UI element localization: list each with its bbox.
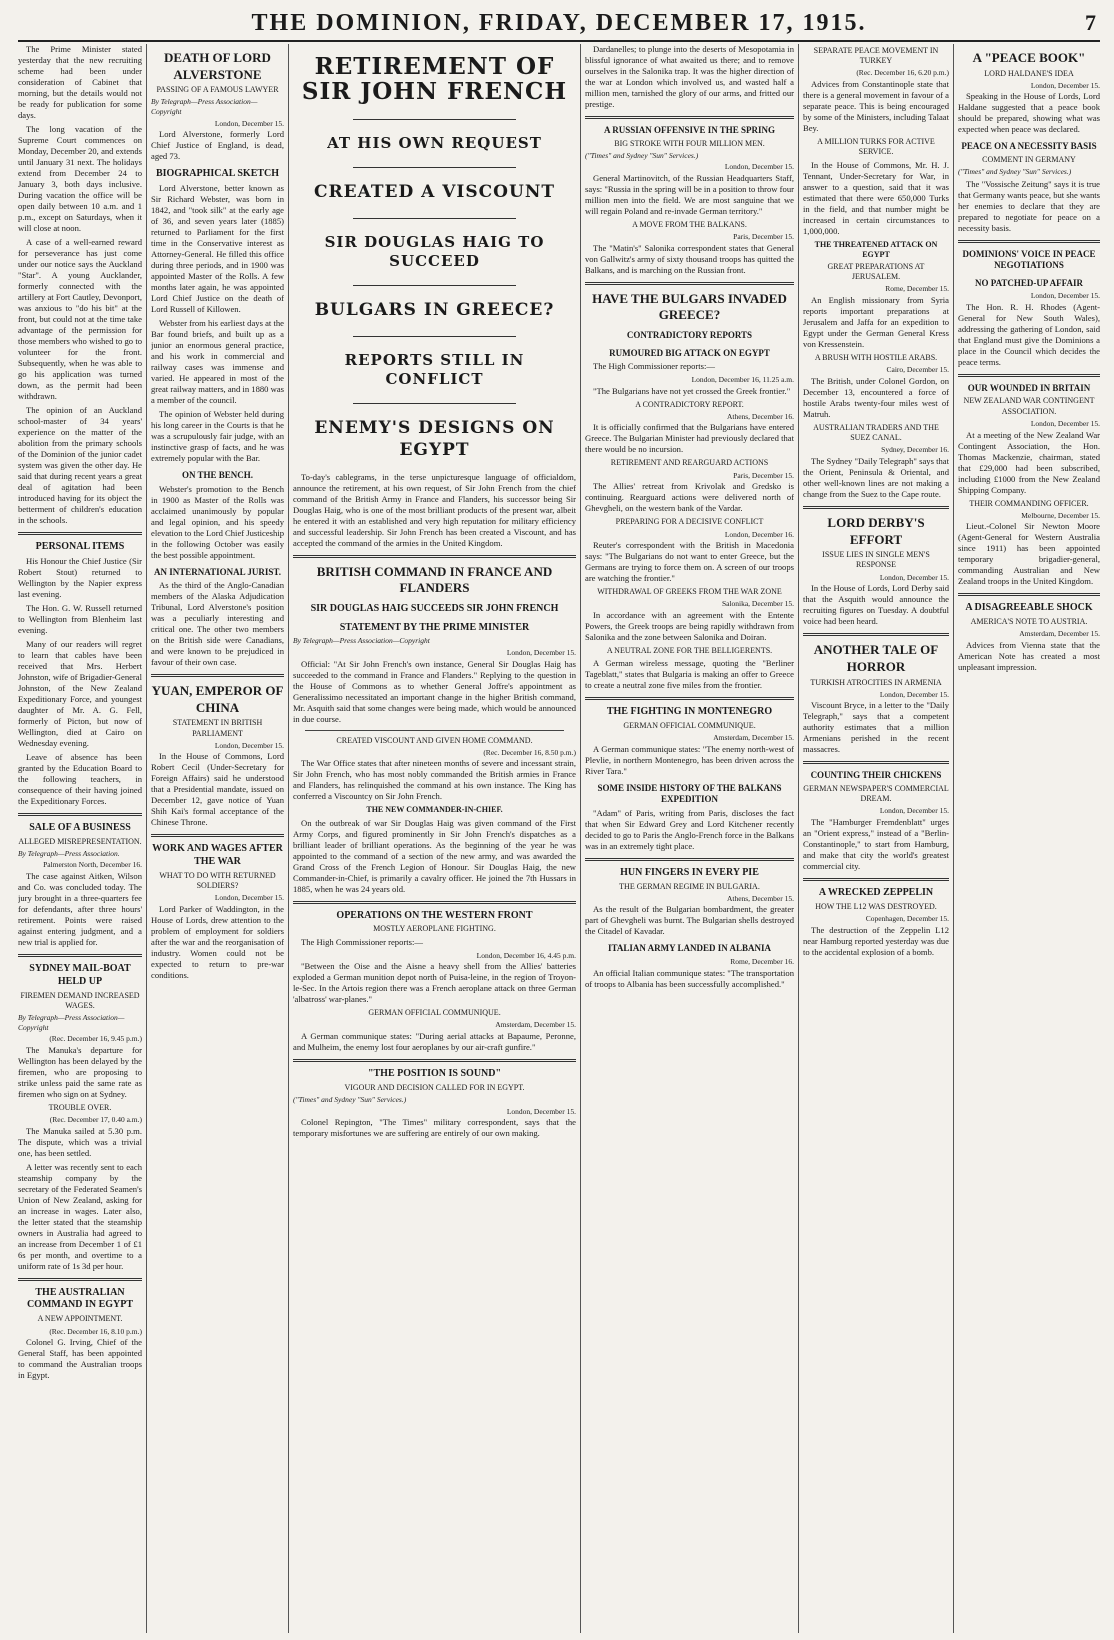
article-paragraph: Leave of absence has been granted by the Education Board to the following teachers, in consequence of their having joined the Expeditionary Forces.: [18, 751, 142, 806]
banner-deck: ENEMY'S DESIGNS ON EGYPT: [314, 418, 555, 460]
article-paragraph: The War Office states that after nineteen months of severe and incessant strain, Sir John French, who has most nobly commanded the British armies in France and Flanders, has relinquished the command at his own instance. The King has conferred a Viscountcy on Sir John French.: [293, 758, 576, 802]
dateline: Athens, December 16.: [726, 411, 794, 421]
subheadline: GERMAN OFFICIAL COMMUNIQUE.: [623, 720, 756, 730]
source-line: ("Times" and Sydney "Sun" Services.): [293, 1095, 407, 1105]
page-number: 7: [1085, 10, 1096, 35]
headline-death-of-lord-alverstone: DEATH OF LORD ALVERSTONE: [164, 50, 271, 82]
dateline: Rome, December 15.: [885, 284, 949, 294]
article-paragraph: In the House of Lords, Lord Derby said that the Asquith would announce the recruiting figures on Tuesday. A doubtful voice had been heard.: [803, 583, 949, 627]
dateline: Amsterdam, December 15.: [495, 1020, 576, 1030]
subheadline: MOSTLY AEROPLANE FIGHTING.: [373, 924, 496, 934]
divider: [293, 1059, 576, 1062]
divider: [293, 901, 576, 904]
dateline: London, December 15.: [1030, 80, 1100, 90]
dateline: (Rec. December 16, 8.50 p.m.): [483, 747, 576, 757]
headline-biographical-sketch: BIOGRAPHICAL SKETCH: [155, 168, 280, 180]
dateline: London, December 15.: [214, 740, 284, 750]
headline-western-front: OPERATIONS ON THE WESTERN FRONT: [336, 909, 533, 921]
headline-inside-history: SOME INSIDE HISTORY OF THE BALKANS EXPEDITION: [597, 782, 782, 805]
column-4: [585, 44, 794, 1633]
article-paragraph: The Allies' retreat from Krivolak and Gredsko is continuing. Rearguard actions were delivered north of Ghevgheli, on the western bank of the Vardar.: [585, 481, 794, 514]
divider: [585, 282, 794, 285]
dateline: London, December 15.: [506, 1106, 576, 1116]
article-paragraph: Advices from Constantinople state that there is a general movement in favour of a separate peace. This is being encouraged by some of the Ministers, including Talaat Bey.: [803, 79, 949, 134]
article-paragraph: Colonel Repington, "The Times" military correspondent, says that the temporary misfortunes we are suffering are entirely of our own making.: [293, 1117, 576, 1139]
subheadline: ALLEGED MISREPRESENTATION.: [18, 836, 142, 846]
headline-separate-peace: SEPARATE PEACE MOVEMENT IN TURKEY: [813, 46, 939, 66]
dateline: London, December 15.: [1030, 291, 1100, 301]
article-paragraph: The High Commissioner reports:—: [301, 936, 423, 947]
divider: [305, 730, 564, 731]
headline-lord-derby: LORD DERBY'S EFFORT: [827, 514, 925, 547]
dateline: London, December 15.: [214, 118, 284, 128]
dateline: Cairo, December 15.: [886, 365, 949, 375]
subheadline: NO PATCHED-UP AFFAIR: [975, 277, 1083, 288]
divider: [803, 878, 949, 881]
headline-sale-of-business: SALE OF A BUSINESS: [29, 821, 131, 833]
divider: [18, 1278, 142, 1281]
subheadline: NEW ZEALAND WAR CONTINGENT ASSOCIATION.: [963, 396, 1095, 416]
dateline: London, December 16, 11.25 a.m.: [691, 375, 794, 385]
banner-deck: AT HIS OWN REQUEST: [327, 133, 542, 152]
article-paragraph: The opinion of Webster held during his long career in the Courts is that he was a scrupulously fair judge, with an instinctive grasp of facts, and he was extremely popular with the Bar.: [151, 409, 284, 464]
headline-personal-items: PERSONAL ITEMS: [35, 541, 125, 552]
divider: [803, 506, 949, 509]
divider: [585, 858, 794, 861]
article-paragraph: Lord Alverstone, better known as Sir Richard Webster, was born in 1842, and "took silk" at the early age of 36, and seven years later (1885) returned to Parliament for the first time in the Conservative interest as Attorney-General. He filled this office during three periods, and in 1900 was appointed Master of the Rolls. A few months later again, he was appointed Lord Chief Justice on the death of Lord Russell of Killowen.: [151, 183, 284, 315]
dateline: London, December 15.: [879, 689, 949, 699]
headline-italian-army: ITALIAN ARMY LANDED IN ALBANIA: [607, 943, 772, 954]
divider: [353, 403, 516, 404]
article-paragraph: The Sydney "Daily Telegraph" says that the Orient, Peninsula & Oriental, and other well-known lines are not making a change from the Suez to the Cape route.: [803, 455, 949, 499]
dateline: Melbourne, December 15.: [1021, 510, 1100, 520]
dateline: Rome, December 16.: [730, 956, 794, 966]
source-line: By Telegraph—Press Association—Copyright: [151, 97, 258, 117]
article-paragraph: The Hon. R. H. Rhodes (Agent-General for New South Wales), addressing the gathering of London, said that England must give the Dominions a place in the Council which decides the peace terms.: [958, 301, 1100, 367]
article-paragraph: The "Vossische Zeitung" says it is true that Germany wants peace, but she wants her enemies to declare that they are prepared to negotiate for peace on a necessity basis.: [958, 178, 1100, 233]
article-paragraph: A case of a well-earned reward for perseverance has just come under our notice says the Auckland "Star". A young Aucklander, formerly connected with the artillery at Fort Cautley, Devonport, was anxious to "do his bit" at the front, but could not at the time take advantage of the permission for those members who wished to go to volunteer for the front. Subsequently, when he was able to go his application was turned down, as the permit had been withdrawn.: [18, 237, 142, 401]
headline-tale-of-horror: ANOTHER TALE OF HORROR: [813, 642, 939, 674]
article-paragraph: Dardanelles; to plunge into the deserts of Mesopotamia in blissful ignorance of what awaited us there; and to remove ourselves in the Salonika trap. It was the higher direction of the war at London which involved us, and wasted half a million men, tarnished the glory of our arms, and fritted our prestige.: [585, 44, 794, 109]
article-paragraph: The case against Aitken, Wilson and Co. was concluded today. The jury brought in a three-quarters fee for defendants, after three hours' retirement. Points were raised against entering judgment, and a new trial is applied for.: [18, 871, 142, 948]
subheadline: A NEUTRAL ZONE FOR THE BELLIGERENTS.: [606, 645, 773, 655]
dateline: Amsterdam, December 15.: [713, 733, 794, 743]
subheadline: A MOVE FROM THE BALKANS.: [632, 219, 747, 229]
article-paragraph: Colonel G. Irving, Chief of the General Staff, has been appointed to command the Australian troops in Egypt.: [18, 1337, 142, 1381]
subheadline: CREATED VISCOUNT AND GIVEN HOME COMMAND.: [336, 735, 533, 745]
article-paragraph: On the outbreak of war Sir Douglas Haig was given command of the First Army Corps, and figured prominently in Sir John French's dispatches as a brilliant leader of brilliant operations. As the beginning of the year he was appointed to the command of a section of the new army, and was awarded the Grand Cross of the French Legion of Honour. Sir Douglas Haig, the new Commander-in-Chief, is primarily a cavalry officer. He joined the 7th Hussars in 1885, when he was 24 years old.: [293, 817, 576, 894]
section-heading: ON THE BENCH.: [181, 470, 254, 481]
dateline: Sydney, December 16.: [881, 445, 949, 455]
subheadline: THEIR COMMANDING OFFICER.: [969, 498, 1089, 508]
headline-counting-chickens: COUNTING THEIR CHICKENS: [810, 770, 942, 781]
article-paragraph: "Adam" of Paris, writing from Paris, discloses the fact that when Sir Edward Grey and Lord Kitchener recently decided to go to Paris the Anglo-French force in the Balkans was in an extremely tight place.: [585, 807, 794, 851]
column-rule: [580, 44, 581, 1633]
article-paragraph: Lord Alverstone, formerly Lord Chief Justice of England, is dead, aged 73.: [151, 129, 284, 162]
dateline: Amsterdam, December 15.: [1019, 629, 1100, 639]
article-paragraph: The Prime Minister stated yesterday that the new recruiting scheme had been under consideration of Cabinet that morning, but the details would not be ready for publication for some days.: [18, 44, 142, 120]
subheadline: PREPARING FOR A DECISIVE CONFLICT: [615, 517, 764, 527]
column-1: [18, 44, 142, 1633]
headline-disagreeable-shock: A DISAGREEABLE SHOCK: [965, 602, 1093, 614]
subheadline: STATEMENT IN BRITISH PARLIAMENT: [172, 718, 263, 738]
article-paragraph: Many of our readers will regret to learn that cables have been received that Mrs. Herbert Johnston, wife of Brigadier-General Johnston, of the New Zealand Expeditionary Force, and youngest daughter of Mr. A. G. Fell, formerly of Picton, but now of Wellington, died at Cairo on Wednesday evening.: [18, 638, 142, 748]
headline-hun-fingers: HUN FINGERS IN EVERY PIE: [620, 866, 759, 878]
divider: [585, 116, 794, 119]
column-2: [151, 44, 284, 1633]
subheadline: CONTRADICTORY REPORTS: [626, 330, 753, 341]
divider: [18, 813, 142, 816]
divider: [353, 167, 516, 168]
subheadline: LORD HALDANE'S IDEA: [984, 68, 1074, 78]
headline-position-is-sound: "THE POSITION IS SOUND": [367, 1068, 502, 1080]
banner-deck: CREATED A VISCOUNT: [313, 181, 556, 202]
headline-wrecked-zeppelin: A WRECKED ZEPPELIN: [818, 886, 934, 898]
dateline: (Rec. December 16, 6.20 p.m.): [856, 68, 949, 78]
article-paragraph: The British, under Colonel Gordon, on December 13, encountered a force of hostile Arabs twenty-four miles west of Matruh.: [803, 375, 949, 419]
article-paragraph: Webster from his earliest days at the Bar found briefs, and built up as a junior an enormous general practice, and his work in commercial and railway cases was immense and varied. He appeared in most of the great railway matters, and in 1880 was a member of the council.: [151, 318, 284, 406]
subheadline: WHAT TO DO WITH RETURNED SOLDIERS?: [159, 871, 276, 891]
dateline: Palmerston North, December 16.: [43, 860, 142, 870]
banner-deck: REPORTS STILL IN CONFLICT: [344, 350, 525, 388]
article-paragraph: The long vacation of the Supreme Court commences on Monday, December 20, and extends until January 31 next. The holidays extend from December 24 to January 3, both days inclusive. During vacation the office will be open daily between 10 a.m. and 1 p.m., except on Saturdays, when it will close at noon.: [18, 124, 142, 233]
subheadline: RUMOURED BIG ATTACK ON EGYPT: [609, 347, 770, 358]
subheadline: COMMENT IN GERMANY: [982, 154, 1076, 164]
article-paragraph: The opinion of an Auckland school-master of 34 years' experience on the matter of the abolition from the primary schools of the Dominion of the junior cadet system was given the other day. He said that during recent years a great deal of agitation had been introduced having for its object the betterment of children's education in the schools.: [18, 405, 142, 525]
article-paragraph: Viscount Bryce, in a letter to the "Daily Telegraph," says that a competent authority estimates that a million Armenians perished in the recent massacres.: [803, 700, 949, 755]
headline-british-command: BRITISH COMMAND IN FRANCE AND FLANDERS: [316, 563, 553, 596]
article-paragraph: To-day's cablegrams, in the terse unpicturesque language of officialdom, announce the retirement, at his own request, of Sir John French from the chief command of the British Army in France and Flanders, his successor being Sir Douglas Haig, who is one of the most brilliant products of the present war, albeit he entered it with an established and very high reputation for military efficiency and successful leadership. Sir John French has been created a Viscount, and has accepted the command of the armies in the United Kingdom.: [293, 471, 576, 548]
article-paragraph: The destruction of the Zeppelin L12 near Hamburg reported yesterday was due to the accidental explosion of a bomb.: [803, 924, 949, 957]
headline-montenegro: THE FIGHTING IN MONTENEGRO: [606, 706, 773, 718]
divider: [958, 593, 1100, 596]
subheadline: VIGOUR AND DECISION CALLED FOR IN EGYPT.: [344, 1082, 525, 1092]
dateline: London, December 15.: [879, 572, 949, 582]
divider: [585, 697, 794, 700]
subheadline: PASSING OF A FAMOUS LAWYER: [156, 85, 279, 95]
divider: [958, 374, 1100, 377]
subheadline: A NEW APPOINTMENT.: [37, 1314, 123, 1324]
divider: [353, 119, 516, 120]
article-paragraph: Webster's promotion to the Bench in 1900 as Master of the Rolls was acclaimed unanimously by popular and legal opinion, and his speedy elevation to the Lord Chief Justiceship in the following October was easily the best possible appointment.: [151, 483, 284, 560]
headline-bulgars-invaded: HAVE THE BULGARS INVADED GREECE?: [592, 290, 787, 323]
source-line: By Telegraph—Press Association.: [18, 848, 120, 858]
dateline: Paris, December 15.: [733, 470, 794, 480]
subheadline: RETIREMENT AND REARGUARD ACTIONS: [610, 458, 769, 468]
subheadline: A MILLION TURKS FOR ACTIVE SERVICE.: [817, 137, 935, 157]
article-paragraph: As the result of the Bulgarian bombardment, the greater part of Ghevgheli was burnt. The Bulgarian shells destroyed the Citadel of Kavadar.: [585, 904, 794, 937]
column-6: [958, 44, 1100, 1633]
headline-dominions-voice: DOMINIONS' VOICE IN PEACE NEGOTIATIONS: [962, 248, 1096, 271]
column-5: [803, 44, 949, 1633]
divider: [353, 218, 516, 219]
dateline: (Rec. December 16, 8.10 p.m.): [49, 1326, 142, 1336]
article-paragraph: An English missionary from Syria reports important preparations at Jerusalem and Jaffa for an expedition to Egypt under the German General Kress von Kressenstein.: [803, 295, 949, 350]
article-paragraph: The Manuka sailed at 5.30 p.m. The dispute, which was a trivial one, has been settled.: [18, 1125, 142, 1158]
dateline: (Rec. December 16, 9.45 p.m.): [49, 1034, 142, 1044]
columns: [18, 44, 1100, 1633]
subheadline: WITHDRAWAL OF GREEKS FROM THE WAR ZONE: [597, 587, 782, 597]
article-paragraph: His Honour the Chief Justice (Sir Robert Stout) returned to Wellington by the Napier express last evening.: [18, 555, 142, 599]
article-paragraph: Speaking in the House of Lords, Lord Haldane suggested that a peace book should be prepared, showing what was expected when peace was declared.: [958, 91, 1100, 135]
dateline: Salonika, December 15.: [721, 599, 794, 609]
column-rule: [798, 44, 799, 1633]
headline-australian-command: THE AUSTRALIAN COMMAND IN EGYPT: [26, 1286, 134, 1311]
masthead-title: THE DOMINION, FRIDAY, DECEMBER 17, 1915.: [251, 10, 867, 36]
divider: [803, 633, 949, 636]
article-paragraph: The Hon. G. W. Russell returned to Wellington from Blenheim last evening.: [18, 602, 142, 635]
subheadline: SIR DOUGLAS HAIG SUCCEEDS SIR JOHN FRENCH: [310, 602, 559, 614]
article-paragraph: A German wireless message, quoting the "Berliner Tageblatt," states that Bulgaria is making an offer to Greece to create a neutral zone five miles from the frontier.: [585, 658, 794, 691]
dateline: Copenhagen, December 15.: [865, 913, 949, 923]
dateline: London, December 16, 4.45 p.m.: [476, 950, 576, 960]
subheadline: TROUBLE OVER.: [48, 1102, 112, 1112]
column-3: [293, 44, 576, 1633]
subheadline: THE NEW COMMANDER-IN-CHIEF.: [366, 805, 503, 815]
article-paragraph: General Martinovitch, of the Russian Headquarters Staff, says: "Russia in the spring will be in a position to throw four million men into the field. We are most sanguine that we will regain Poland and re-invade German territory.": [585, 172, 794, 216]
source-line: ("Times" and Sydney "Sun" Services.): [585, 150, 699, 160]
subheadline: THE GERMAN REGIME IN BULGARIA.: [619, 881, 760, 891]
article-paragraph: In accordance with an agreement with the Entente Powers, the Greek troops are being rapidly withdrawn from Salonika and the zone between Salonika and Doiran.: [585, 609, 794, 642]
article-paragraph: "Between the Oise and the Aisne a heavy shell from the Allies' batteries exploded a German munition depot north of Puisa-leine, in the region of Troyon-le-Sec. In the Artois region there was a French aeroplane attack on three German 'albatross' war-planes.": [293, 961, 576, 1005]
article-paragraph: Lord Parker of Waddington, in the House of Lords, drew attention to the problem of employment for soldiers after the war and the reorganisation of industry. Women could not be expected to return to pre-war conditions.: [151, 904, 284, 981]
subheadline: FIREMEN DEMAND INCREASED WAGES.: [20, 990, 140, 1010]
headline-yuan-emperor: YUAN, EMPEROR OF CHINA: [151, 683, 284, 715]
divider: [18, 532, 142, 535]
headline-work-and-wages: WORK AND WAGES AFTER THE WAR: [152, 843, 283, 868]
dateline: London, December 15.: [214, 893, 284, 903]
subheadline: A CONTRADICTORY REPORT.: [635, 399, 744, 409]
article-paragraph: A letter was recently sent to each steamship company by the secretary of the Federated Seamen's Union of New Zealand, asking for an increase in wages. Later also, the letter stated that the steamship owners in Australia had agreed to an increase from December 1 of £1 6s per month, and overtime to a uniform rate of 1s 3d per hour.: [18, 1161, 142, 1271]
column-rule: [288, 44, 289, 1633]
article-paragraph: At a meeting of the New Zealand War Contingent Association, the Hon. Thomas Mackenzie, chairman, stated that £29,000 had been subscribed, including £1000 from the New Zealand Shipping Company.: [958, 429, 1100, 495]
subheadline: GREAT PREPARATIONS AT JERUSALEM.: [827, 262, 925, 282]
dateline: Athens, December 15.: [726, 893, 794, 903]
divider: [958, 240, 1100, 243]
source-line: By Telegraph—Press Association—Copyright: [18, 1013, 125, 1032]
article-paragraph: The High Commissioner reports:—: [593, 361, 715, 372]
article-paragraph: A German communique states: "During aerial attacks at Bapaume, Peronne, and Mulheim, the enemy lost four aeroplanes by our air-craft gunfire.": [293, 1031, 576, 1053]
divider: [803, 761, 949, 764]
divider: [151, 834, 284, 837]
subheadline: GERMAN NEWSPAPER'S COMMERCIAL DREAM.: [803, 783, 949, 804]
article-paragraph: A German communique states: "The enemy north-west of Plevlie, in northern Montenegro, has been driven across the River Tara.": [585, 743, 794, 776]
subheadline: ISSUE LIES IN SINGLE MEN'S RESPONSE: [822, 550, 930, 570]
article-paragraph: The "Hamburger Fremdenblatt" urges an "Orient express," instead of a "Berlin-Constantinople," to start from Hamburg, and make that city the world's greatest commercial city.: [803, 816, 949, 871]
headline-necessity-basis: PEACE ON A NECESSITY BASIS: [961, 141, 1097, 152]
divider: [151, 674, 284, 677]
dateline: London, December 15.: [724, 162, 794, 172]
headline-sydney-mail-boat: SYDNEY MAIL-BOAT HELD UP: [29, 963, 131, 987]
headline-threatened-attack: THE THREATENED ATTACK ON EGYPT: [814, 239, 938, 259]
subheadline: AMERICA'S NOTE TO AUSTRIA.: [970, 617, 1088, 627]
subheadline: STATEMENT BY THE PRIME MINISTER: [339, 621, 530, 633]
article-paragraph: Reuter's correspondent with the British in Macedonia says: "The Bulgarians do not want to enter Greece, but the Germans are trying to force them on. A screen of our troops are watching the frontier.": [585, 540, 794, 584]
subheadline: A BRUSH WITH HOSTILE ARABS.: [814, 353, 938, 363]
banner-deck: SIR DOUGLAS HAIG TO SUCCEED: [324, 232, 545, 270]
masthead: [18, 8, 1100, 42]
column-rule: [146, 44, 147, 1633]
column-rule: [953, 44, 954, 1633]
headline-our-wounded: OUR WOUNDED IN BRITAIN: [967, 382, 1091, 393]
dateline: Paris, December 15.: [733, 232, 794, 242]
subheadline: BIG STROKE WITH FOUR MILLION MEN.: [614, 138, 765, 148]
subheadline: AUSTRALIAN TRADERS AND THE SUEZ CANAL.: [813, 422, 939, 443]
article-paragraph: The Manuka's departure for Wellington has been delayed by the firemen, who are proposing to strike unless paid the same rate as firemen who sign on at Sydney.: [18, 1044, 142, 1099]
article-paragraph: Advices from Vienna state that the American Note has created a most unpleasant impression.: [958, 639, 1100, 672]
dateline: (Rec. December 17, 0.40 a.m.): [49, 1115, 142, 1125]
banner-deck: BULGARS IN GREECE?: [314, 299, 555, 320]
dateline: London, December 15.: [506, 647, 576, 657]
headline-peace-book: A "PEACE BOOK": [972, 50, 1086, 65]
subheadline: HOW THE L12 WAS DESTROYED.: [815, 901, 937, 911]
banner-headline: RETIREMENT OF SIR JOHN FRENCH: [301, 53, 568, 106]
newspaper-page: [18, 8, 1100, 1633]
article-paragraph: In the House of Commons, Lord Robert Cecil (Under-Secretary for Foreign Affairs) said he understood that a Presidential mandate, issued on December 12, gave notice of Yuan Shih Kai's formal acceptance of the Chinese Throne.: [151, 751, 284, 828]
article-paragraph: It is officially confirmed that the Bulgarians have entered Greece. The Bulgarian Minister had previously declared that there would be no incursion.: [585, 422, 794, 455]
subheadline: TURKISH ATROCITIES IN ARMENIA: [810, 677, 942, 687]
dateline: London, December 15.: [879, 806, 949, 816]
divider: [353, 285, 516, 286]
divider: [353, 336, 516, 337]
divider: [18, 954, 142, 957]
source-line: By Telegraph—Press Association—Copyright: [293, 636, 430, 646]
article-paragraph: An official Italian communique states: "The transportation of troops to Albania has been successfully accomplished.": [585, 967, 794, 989]
article-paragraph: Official: "At Sir John French's own instance, General Sir Douglas Haig has succeeded to the command in France and Flanders." Replying to the question in the House of Commons as to whether General Joffre's appointment as Generalissimo necessitated an important change in the higher British command, Mr. Asquith said that some changes were being made, which would be announced in due course.: [293, 658, 576, 724]
dateline: London, December 15.: [1030, 418, 1100, 428]
divider: [293, 555, 576, 558]
headline-russian-offensive: A RUSSIAN OFFENSIVE IN THE SPRING: [603, 125, 776, 135]
section-heading: AN INTERNATIONAL JURIST.: [154, 566, 281, 577]
source-line: ("Times" and Sydney "Sun" Services.): [958, 167, 1072, 177]
article-paragraph: In the House of Commons, Mr. H. J. Tennant, Under-Secretary for War, in answer to a question, said that it was estimated that there were 650,000 Turks in the field, and that number might be increased in certain circumstances to 1,000,000.: [803, 159, 949, 236]
article-paragraph: Lieut.-Colonel Sir Newton Moore (Agent-General for Western Australia since 1911) has been appointed temporary brigadier-general, commanding Australian and New Zealand troops in the United Kingdom.: [958, 521, 1100, 587]
article-paragraph: "The Bulgarians have not yet crossed the Greek frontier.": [593, 385, 791, 396]
dateline: London, December 16.: [724, 529, 794, 539]
subheadline: GERMAN OFFICIAL COMMUNIQUE.: [368, 1008, 501, 1018]
article-paragraph: The "Matin's" Salonika correspondent states that General von Gallwitz's army of sixty thousand troops has quitted the Balkans, and is marching on the Russian front.: [585, 242, 794, 275]
article-paragraph: As the third of the Anglo-Canadian members of the Alaska Adjudication Tribunal, Lord Alverstone's position was a peculiarly interesting and critical one. The other two members on the British side were Canadians, and were known to be prejudiced in favour of their own case.: [151, 580, 284, 668]
